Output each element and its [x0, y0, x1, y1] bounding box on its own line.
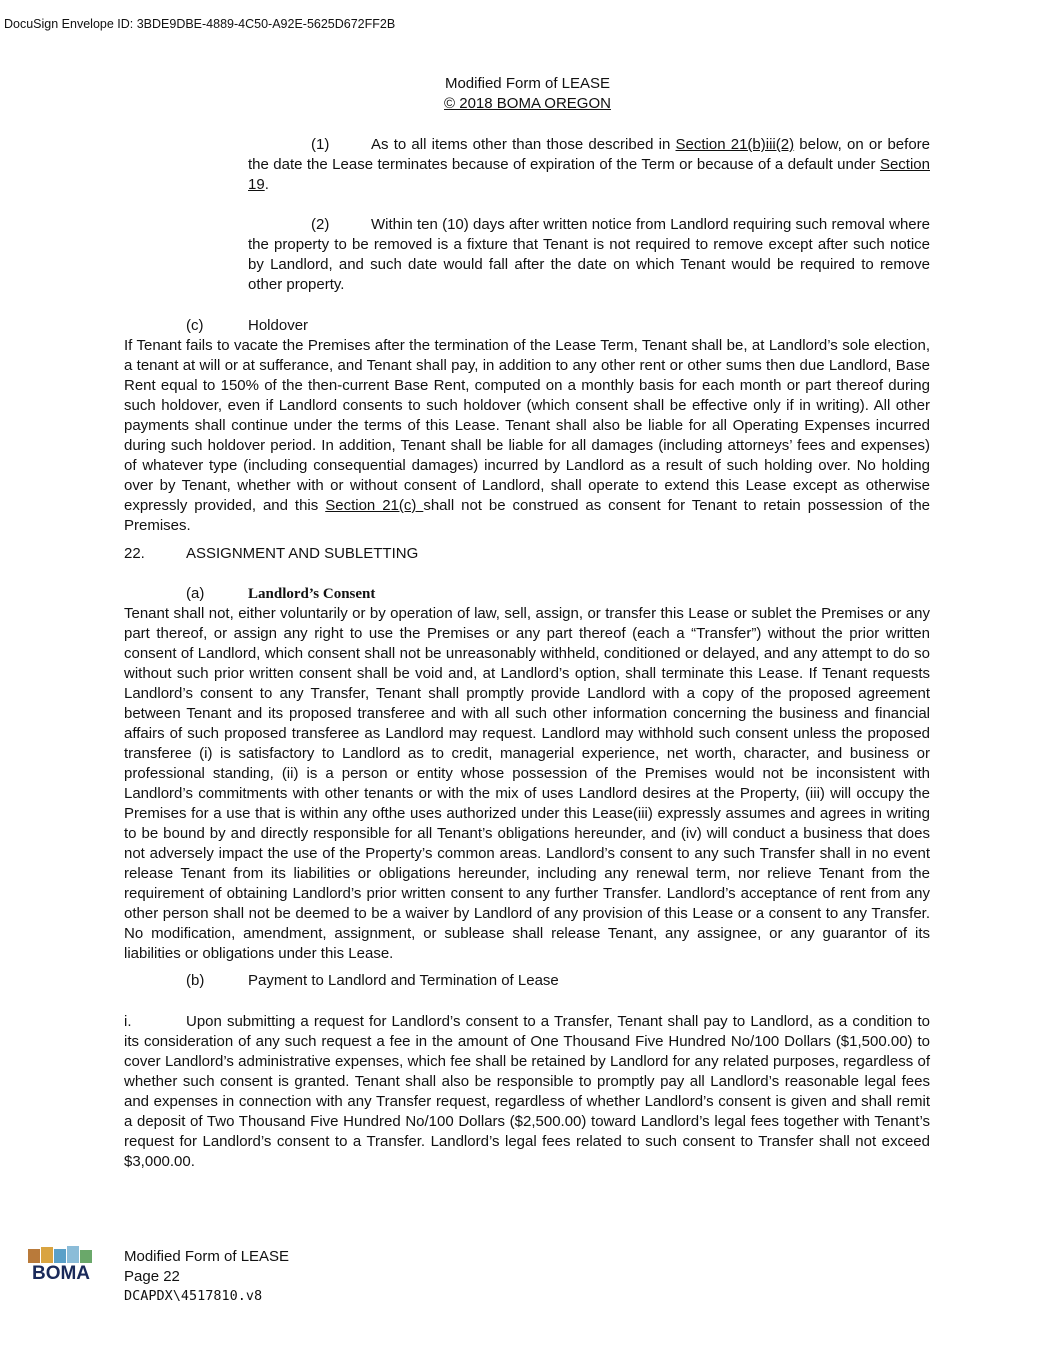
payment-label: (b) — [186, 972, 205, 989]
item-1-paragraph: (1) As to all items other than those described in Section 21(b)iii(2) below, on or before the date the Lease terminates because of expiration of the Term or because of a default under Section 19. — [248, 136, 930, 193]
section-21c-link[interactable]: Section 21(c) — [325, 497, 424, 514]
payment-sub-label: i. — [124, 1013, 132, 1030]
boma-logo — [24, 1245, 98, 1285]
consent-paragraph: Tenant shall not, either voluntarily or by operation of law, sell, assign, or transfer this Lease or sublet the Premises or any part thereof, or assign any right to use the Premises or any part thereof (each a “Transfer”) without the prior written consent of Landlord, which consent shall not be unreasonably withheld, conditioned or delayed, and any attempt to do so without such prior written consent shall be void and, at Landlord’s option, shall terminate this Lease. If Tenant requests Landlord’s consent to any Transfer, Tenant shall promptly provide Landlord with a copy of the proposed agreement between Tenant and its proposed transferee and with all such other information concerning the business and financial affairs of such proposed transferee as Landlord may request. Landlord may withhold such consent unless the proposed transferee (i) is satisfactory to Landlord as to credit, managerial experience, net worth, character, and business or professional standing, (ii) is a person or entity whose possession of the Premises would not be inconsistent with Landlord’s commitments with other tenants or with the mix of uses Landlord desires at the Property, (iii) will occupy the Premises for a use that is within any ofthe uses authorized under this Lease(iii) expressly assumes and agrees in writing to be bound by and directly responsible for all Tenant’s obligations hereunder, and (iv) will conduct a business that does not adversely impact the use of the Property’s common areas. Landlord’s consent to any such Transfer shall in no event release Tenant from its liabilities or obligations hereunder, including any renewal term, nor relieve Tenant from the requirement of obtaining Landlord’s prior written consent to any further Transfer. Landlord’s acceptance of rent from any other person shall not be deemed to be a waiver by Landlord of any provision of this Lease or a consent to any Transfer. No modification, amendment, assignment, or sublease shall release Tenant, any assignee, or any guarantor of its liabilities or obligations under this Lease. — [124, 605, 930, 962]
item-2-paragraph: (2) Within ten (10) days after written notice from Landlord requiring such removal where the property to be removed is a fixture that Tenant is not required to remove except after such notice by Landlord, and such date would fall after the date on which Tenant would be required to remove other property. — [248, 216, 930, 293]
footer-page-number: Page 22 — [124, 1268, 180, 1285]
section-19-link[interactable]: Section 19 — [248, 156, 930, 193]
holdover-paragraph: If Tenant fails to vacate the Premises after the termination of the Lease Term, Tenant shall be, at Landlord’s sole election, a tenant at will or at sufferance, and Tenant shall pay, in addition to any other rent or other sums then due Landlord, Base Rent equal to 150% of the then-current Base Rent, computed on a monthly basis for each month or part thereof during such holdover, even if Landlord consents to such holdover (which consent shall be effective only if in writing). All other payments shall continue under the terms of this Lease. Tenant shall also be liable for all Operating Expenses incurred during such holdover period. In addition, Tenant shall be liable for all damages (including attorneys’ fees and expenses) of whatever type (including consequential damages) incurred by Landlord as a result of such holding over. No holding over by Tenant, whether with or without consent of Landlord, shall operate to extend this Lease except as otherwise expressly provided, and this Section 21(c) shall not be construed as consent for Tenant to retain possession of the Premises. — [124, 337, 931, 534]
footer-doc-id: DCAPDX\4517810.v8 — [124, 1288, 263, 1304]
footer-title: Modified Form of LEASE — [124, 1248, 290, 1265]
docusign-envelope-id: DocuSign Envelope ID: 3BDE9DBE-4889-4C50-A92E-5625D672FF2B — [4, 17, 396, 31]
header-title: Modified Form of LEASE — [444, 75, 611, 92]
item-1-number: (1) — [311, 136, 330, 153]
holdover-heading: Holdover — [248, 317, 309, 334]
holdover-label: (c) — [186, 317, 204, 334]
section-22-number: 22. — [124, 545, 145, 562]
header-copyright: © 2018 BOMA OREGON — [444, 95, 611, 112]
boma-logo-text: BOMA — [31, 1263, 91, 1284]
payment-paragraph: i. Upon submitting a request for Landlord’s consent to a Transfer, Tenant shall pay to Landlord, as a condition to its consideration of any such request a fee in the amount of One Thousand Five Hundred No/100 Dollars ($1,500.00) to cover Landlord’s administrative expenses, which fee shall be retained by Landlord for any related purposes, regardless of whether such consent is granted. Tenant shall also be responsible to promptly pay all Landlord’s reasonable legal fees and expenses in connection with any Transfer request, regardless of whether Landlord’s consent is given and shall remit a deposit of Two Thousand Five Hundred No/100 Dollars ($2,500.00) toward Landlord’s legal fees together with Tenant’s request for Landlord’s consent to a Transfer. Landlord’s legal fees related to such consent to Transfer shall not exceed $3,000.00. — [124, 1013, 930, 1170]
consent-label: (a) — [186, 585, 205, 602]
item-2-number: (2) — [311, 216, 330, 233]
section-21b-link[interactable]: Section 21(b)iii(2) — [675, 136, 795, 153]
payment-heading: Payment to Landlord and Termination of Lease — [248, 972, 559, 989]
consent-heading: Landlord’s Consent — [248, 586, 376, 602]
section-22-heading: ASSIGNMENT AND SUBLETTING — [186, 545, 419, 562]
